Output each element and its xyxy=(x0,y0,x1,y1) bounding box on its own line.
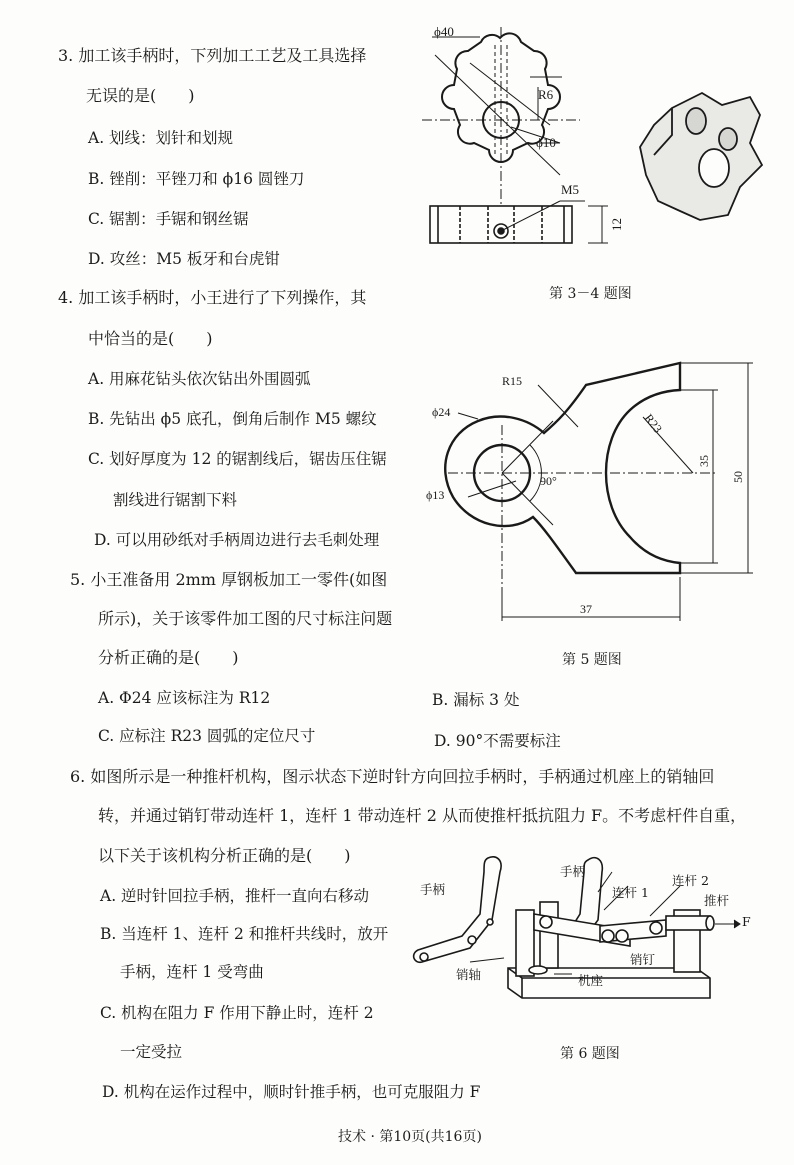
q6-stem-line1: 6. 如图所示是一种推杆机构，图示状态下逆时针方向回拉手柄时，手柄通过机座上的销轴回 xyxy=(70,767,715,786)
fig5-caption: 第 5 题图 xyxy=(562,652,622,668)
fig6-label-handle-left: 手柄 xyxy=(420,882,446,897)
fig6-label-pin-shaft: 销轴 xyxy=(456,967,482,982)
q4-option-a[interactable]: A. 用麻花钻头依次钻出外围圆弧 xyxy=(88,370,311,388)
fig5-label-90: 90° xyxy=(540,474,557,488)
fig6-label-link2: 连杆 2 xyxy=(672,873,709,888)
q4-option-c-line1[interactable]: C. 划好厚度为 12 的锯割线后，锯齿压住锯 xyxy=(88,450,387,468)
q6-stem-line3: 以下关于该机构分析正确的是( ) xyxy=(98,846,351,865)
q5-option-b[interactable]: B. 漏标 3 处 xyxy=(432,691,520,709)
fig5-label-37: 37 xyxy=(580,602,592,616)
q5-option-d[interactable]: D. 90°不需要标注 xyxy=(434,732,561,750)
fig5-label-phi13: ϕ13 xyxy=(426,488,445,502)
fig5-label-50: 50 xyxy=(731,471,745,483)
fig6-label-push-rod: 推杆 xyxy=(704,893,730,908)
q3-stem-line1: 3. 加工该手柄时，下列加工工艺及工具选择 xyxy=(58,46,367,65)
fig34-label-phi10: ϕ10 xyxy=(536,135,556,150)
fig5-label-35: 35 xyxy=(697,455,711,467)
fig34-label-12: 12 xyxy=(609,218,624,231)
fig5-label-r23: R23 xyxy=(641,411,665,436)
q4-stem-line2: 中恰当的是( ) xyxy=(88,329,213,348)
q5-stem-line2: 所示)，关于该零件加工图的尺寸标注问题 xyxy=(98,609,393,628)
q3-stem-line2: 无误的是( ) xyxy=(86,86,195,105)
q3-option-d[interactable]: D. 攻丝：M5 板牙和台虎钳 xyxy=(88,250,280,268)
fig6-label-force: F xyxy=(742,914,751,929)
fig34-label-m5: M5 xyxy=(561,182,580,197)
q3-option-c[interactable]: C. 锯割：手锯和钢丝锯 xyxy=(88,210,249,228)
fig5-label-phi24: ϕ24 xyxy=(432,405,451,419)
q3-option-b[interactable]: B. 锉削：平锉刀和 ϕ16 圆锉刀 xyxy=(88,170,305,188)
fig6-label-pin: 销钉 xyxy=(630,952,656,967)
q6-option-b-line1[interactable]: B. 当连杆 1、连杆 2 和推杆共线时，放开 xyxy=(100,925,389,943)
fig6-caption: 第 6 题图 xyxy=(560,1046,620,1062)
q3-option-a[interactable]: A. 划线：划针和划规 xyxy=(88,129,234,147)
fig6-label-link1: 连杆 1 xyxy=(612,885,649,900)
fig6-label-handle: 手柄 xyxy=(560,864,586,879)
fig6-label-base: 机座 xyxy=(578,973,604,988)
q5-option-c[interactable]: C. 应标注 R23 圆弧的定位尺寸 xyxy=(98,727,316,745)
fig5-drawing xyxy=(418,355,758,635)
q6-option-c-line1[interactable]: C. 机构在阻力 F 作用下静止时，连杆 2 xyxy=(100,1004,374,1022)
q5-stem-line1: 5. 小王准备用 2mm 厚钢板加工一零件(如图 xyxy=(70,570,388,589)
q6-option-c-line2[interactable]: 一定受拉 xyxy=(120,1043,183,1061)
q6-option-b-line2[interactable]: 手柄，连杆 1 受弯曲 xyxy=(120,963,264,981)
q6-stem-line2: 转，并通过销钉带动连杆 1，连杆 1 带动连杆 2 从而使推杆抵抗阻力 F。不考虑杆件自重， xyxy=(98,806,747,825)
q6-option-d[interactable]: D. 机构在运作过程中，顺时针推手柄，也可克服阻力 F xyxy=(102,1083,481,1101)
fig5-part-outline xyxy=(445,363,680,573)
page-footer: 技术 · 第10页(共16页) xyxy=(338,1129,482,1145)
q5-stem-line3: 分析正确的是( ) xyxy=(98,648,239,667)
q6-option-a[interactable]: A. 逆时针回拉手柄，推杆一直向右移动 xyxy=(100,887,370,905)
fig34-caption: 第 3－4 题图 xyxy=(549,286,632,302)
fig34-label-r6: R6 xyxy=(538,87,554,102)
fig34-label-phi40: ϕ40 xyxy=(434,24,454,39)
fig34-drawing xyxy=(410,15,770,290)
fig5-label-r15: R15 xyxy=(502,374,523,388)
q5-option-a[interactable]: A. Φ24 应该标注为 R12 xyxy=(98,689,271,707)
q4-stem-line1: 4. 加工该手柄时，小王进行了下列操作，其 xyxy=(58,288,367,307)
q4-option-b[interactable]: B. 先钻出 ϕ5 底孔，倒角后制作 M5 螺纹 xyxy=(88,410,377,428)
q4-option-d[interactable]: D. 可以用砂纸对手柄周边进行去毛刺处理 xyxy=(94,531,380,549)
q4-option-c-line2[interactable]: 割线进行锯割下料 xyxy=(113,491,238,509)
